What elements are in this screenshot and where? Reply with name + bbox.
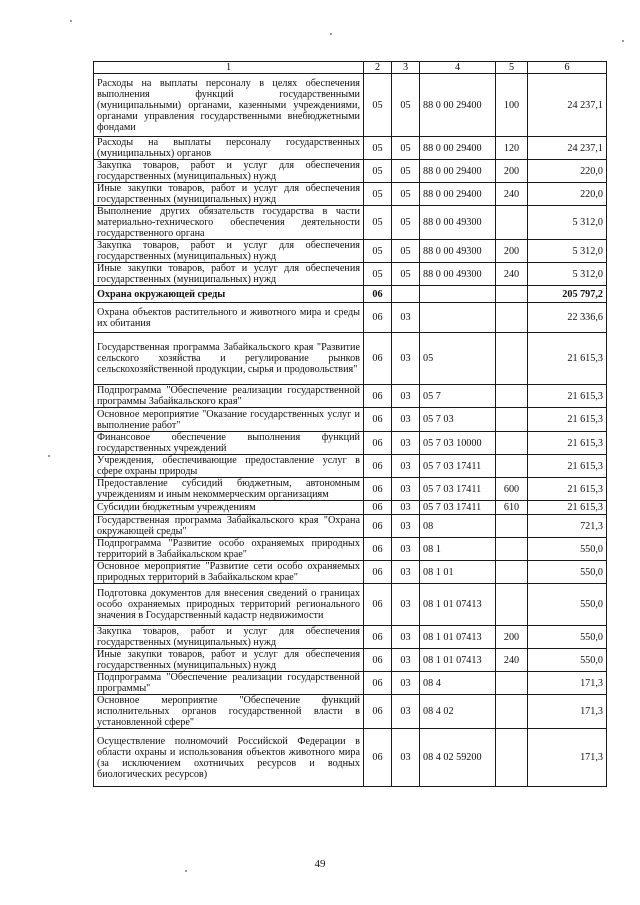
row-target-article: 05 7 03 17411 — [420, 478, 496, 501]
table-row — [94, 432, 607, 455]
row-section: 06 — [364, 303, 392, 333]
row-name: Финансовое обеспечение выполнения функций государственных учреждений — [94, 432, 364, 455]
row-name: Закупка товаров, работ и услуг для обеспечения государственных (муниципальных) нужд — [94, 626, 364, 649]
row-section: 06 — [364, 515, 392, 538]
row-subsection: 03 — [392, 695, 420, 729]
row-section: 06 — [364, 626, 392, 649]
row-section: 05 — [364, 160, 392, 183]
row-target-article: 88 0 00 29400 — [420, 74, 496, 137]
table-row — [94, 303, 607, 333]
row-expense-type: 600 — [496, 478, 528, 501]
row-subsection: 05 — [392, 240, 420, 263]
row-section: 06 — [364, 561, 392, 584]
row-subsection: 03 — [392, 538, 420, 561]
row-section: 06 — [364, 538, 392, 561]
row-target-article: 05 7 03 17411 — [420, 501, 496, 515]
row-subsection: 03 — [392, 432, 420, 455]
row-name: Охрана объектов растительного и животного мира и среды их обитания — [94, 303, 364, 333]
row-name: Иные закупки товаров, работ и услуг для обеспечения государственных (муниципальных) нужд — [94, 649, 364, 672]
row-target-article — [420, 286, 496, 303]
row-target-article: 08 1 — [420, 538, 496, 561]
row-expense-type: 200 — [496, 626, 528, 649]
row-name: Подпрограмма "Развитие особо охраняемых природных территорий в Забайкальском крае" — [94, 538, 364, 561]
row-subsection: 03 — [392, 408, 420, 432]
table-row — [94, 478, 607, 501]
row-amount: 21 615,3 — [528, 385, 607, 408]
row-expense-type: 120 — [496, 137, 528, 160]
row-target-article: 08 — [420, 515, 496, 538]
row-amount: 5 312,0 — [528, 206, 607, 240]
row-target-article: 88 0 00 49300 — [420, 263, 496, 286]
row-expense-type — [496, 303, 528, 333]
page-number: 49 — [314, 858, 326, 870]
row-amount: 5 312,0 — [528, 263, 607, 286]
row-amount: 21 615,3 — [528, 478, 607, 501]
row-section: 06 — [364, 501, 392, 515]
row-amount: 21 615,3 — [528, 501, 607, 515]
row-name: Иные закупки товаров, работ и услуг для обеспечения государственных (муниципальных) нужд — [94, 183, 364, 206]
row-subsection: 03 — [392, 501, 420, 515]
row-section: 05 — [364, 137, 392, 160]
row-target-article: 05 7 03 — [420, 408, 496, 432]
column-header: 6 — [528, 62, 607, 74]
row-target-article: 08 1 01 — [420, 561, 496, 584]
table-row — [94, 286, 607, 303]
table-row — [94, 515, 607, 538]
column-header: 5 — [496, 62, 528, 74]
row-amount: 171,3 — [528, 729, 607, 787]
table-row — [94, 538, 607, 561]
row-amount: 550,0 — [528, 626, 607, 649]
row-target-article: 88 0 00 29400 — [420, 183, 496, 206]
table-row — [94, 160, 607, 183]
table-row — [94, 626, 607, 649]
row-name: Государственная программа Забайкальского края "Охрана окружающей среды" — [94, 515, 364, 538]
row-subsection: 03 — [392, 584, 420, 626]
row-name: Подготовка документов для внесения сведений о границах особо охраняемых природных территорий регионального значения в Государственный кадастр недвижимости — [94, 584, 364, 626]
row-amount: 21 615,3 — [528, 408, 607, 432]
row-expense-type — [496, 515, 528, 538]
row-expense-type: 240 — [496, 649, 528, 672]
row-subsection: 03 — [392, 561, 420, 584]
row-amount: 550,0 — [528, 538, 607, 561]
row-amount: 171,3 — [528, 672, 607, 695]
row-expense-type: 200 — [496, 240, 528, 263]
row-amount: 21 615,3 — [528, 432, 607, 455]
table-row — [94, 729, 607, 787]
row-target-article: 08 1 01 07413 — [420, 626, 496, 649]
table-row — [94, 240, 607, 263]
row-expense-type: 240 — [496, 183, 528, 206]
row-subsection — [392, 286, 420, 303]
row-expense-type — [496, 672, 528, 695]
row-section: 06 — [364, 695, 392, 729]
row-target-article: 88 0 00 29400 — [420, 160, 496, 183]
row-name: Закупка товаров, работ и услуг для обеспечения государственных (муниципальных) нужд — [94, 240, 364, 263]
row-section: 05 — [364, 240, 392, 263]
row-section: 06 — [364, 478, 392, 501]
row-amount: 550,0 — [528, 561, 607, 584]
row-name: Государственная программа Забайкальского края "Развитие сельского хозяйства и регулирование рынков сельскохозяйственной продукции, сырья и продовольствия" — [94, 333, 364, 385]
row-target-article — [420, 303, 496, 333]
row-target-article: 05 7 — [420, 385, 496, 408]
row-name: Основное мероприятие "Развитие сети особо охраняемых природных территорий в Забайкальском крае" — [94, 561, 364, 584]
table-row — [94, 385, 607, 408]
row-target-article: 88 0 00 29400 — [420, 137, 496, 160]
table-row — [94, 137, 607, 160]
row-section: 06 — [364, 729, 392, 787]
row-section: 06 — [364, 286, 392, 303]
row-amount: 22 336,6 — [528, 303, 607, 333]
row-amount: 24 237,1 — [528, 137, 607, 160]
row-name: Подпрограмма "Обеспечение реализации государственной программы" — [94, 672, 364, 695]
row-expense-type — [496, 206, 528, 240]
row-expense-type — [496, 385, 528, 408]
row-subsection: 03 — [392, 333, 420, 385]
row-section: 05 — [364, 74, 392, 137]
table-row — [94, 649, 607, 672]
row-subsection: 03 — [392, 649, 420, 672]
scan-speck — [622, 40, 624, 42]
row-target-article: 88 0 00 49300 — [420, 206, 496, 240]
scan-speck — [185, 870, 187, 872]
table-row — [94, 695, 607, 729]
row-amount: 171,3 — [528, 695, 607, 729]
row-name: Основное мероприятие "Оказание государственных услуг и выполнение работ" — [94, 408, 364, 432]
row-expense-type — [496, 561, 528, 584]
table-row — [94, 584, 607, 626]
row-name: Иные закупки товаров, работ и услуг для обеспечения государственных (муниципальных) нужд — [94, 263, 364, 286]
row-subsection: 03 — [392, 729, 420, 787]
row-amount: 21 615,3 — [528, 333, 607, 385]
row-subsection: 05 — [392, 160, 420, 183]
row-subsection: 03 — [392, 626, 420, 649]
row-section: 06 — [364, 455, 392, 478]
table-row — [94, 501, 607, 515]
row-name: Охрана окружающей среды — [94, 286, 364, 303]
budget-table — [93, 61, 607, 787]
column-header: 1 — [94, 62, 364, 74]
row-expense-type — [496, 584, 528, 626]
budget-table-body — [94, 62, 607, 787]
row-target-article: 08 4 — [420, 672, 496, 695]
row-expense-type: 240 — [496, 263, 528, 286]
row-amount: 5 312,0 — [528, 240, 607, 263]
row-subsection: 03 — [392, 385, 420, 408]
row-target-article: 08 1 01 07413 — [420, 649, 496, 672]
row-subsection: 03 — [392, 303, 420, 333]
table-header-row — [94, 62, 607, 74]
table-row — [94, 183, 607, 206]
scan-speck — [70, 20, 72, 22]
row-amount: 550,0 — [528, 649, 607, 672]
row-amount: 220,0 — [528, 160, 607, 183]
row-section: 06 — [364, 672, 392, 695]
row-name: Основное мероприятие "Обеспечение функций исполнительных органов государственной власти в установленной сфере" — [94, 695, 364, 729]
row-name: Предоставление субсидий бюджетным, автономным учреждениям и иным некоммерческим организациям — [94, 478, 364, 501]
row-name: Выполнение других обязательств государства в части материально-технического обеспечения деятельности государственного органа — [94, 206, 364, 240]
row-name: Расходы на выплаты персоналу в целях обеспечения выполнения функций государственными (муниципальными) органами, казенными учреждениями, органами управления государственными внебюджетными фондами — [94, 74, 364, 137]
row-target-article: 05 7 03 17411 — [420, 455, 496, 478]
row-section: 05 — [364, 183, 392, 206]
row-expense-type — [496, 538, 528, 561]
row-subsection: 05 — [392, 263, 420, 286]
row-subsection: 05 — [392, 206, 420, 240]
row-amount: 721,3 — [528, 515, 607, 538]
row-target-article: 88 0 00 49300 — [420, 240, 496, 263]
row-section: 06 — [364, 584, 392, 626]
row-expense-type — [496, 729, 528, 787]
row-subsection: 03 — [392, 455, 420, 478]
row-name: Субсидии бюджетным учреждениям — [94, 501, 364, 515]
row-subsection: 05 — [392, 74, 420, 137]
row-target-article: 05 7 03 10000 — [420, 432, 496, 455]
row-amount: 205 797,2 — [528, 286, 607, 303]
row-target-article: 05 — [420, 333, 496, 385]
column-header: 4 — [420, 62, 496, 74]
row-target-article: 08 4 02 — [420, 695, 496, 729]
row-section: 06 — [364, 385, 392, 408]
row-subsection: 03 — [392, 515, 420, 538]
table-row — [94, 74, 607, 137]
row-amount: 220,0 — [528, 183, 607, 206]
table-row — [94, 408, 607, 432]
row-expense-type: 200 — [496, 160, 528, 183]
row-subsection: 03 — [392, 478, 420, 501]
table-row — [94, 672, 607, 695]
row-expense-type — [496, 333, 528, 385]
row-name: Расходы на выплаты персоналу государственных (муниципальных) органов — [94, 137, 364, 160]
row-expense-type — [496, 408, 528, 432]
row-subsection: 05 — [392, 137, 420, 160]
row-expense-type: 610 — [496, 501, 528, 515]
row-subsection: 03 — [392, 672, 420, 695]
table-row — [94, 561, 607, 584]
table-row — [94, 455, 607, 478]
row-amount: 550,0 — [528, 584, 607, 626]
table-row — [94, 263, 607, 286]
row-section: 06 — [364, 408, 392, 432]
row-section: 06 — [364, 649, 392, 672]
scan-speck — [48, 455, 50, 457]
row-section: 06 — [364, 333, 392, 385]
column-header: 2 — [364, 62, 392, 74]
row-amount: 21 615,3 — [528, 455, 607, 478]
row-expense-type — [496, 432, 528, 455]
row-expense-type — [496, 695, 528, 729]
row-expense-type — [496, 286, 528, 303]
row-section: 05 — [364, 263, 392, 286]
row-section: 06 — [364, 432, 392, 455]
row-expense-type: 100 — [496, 74, 528, 137]
row-target-article: 08 1 01 07413 — [420, 584, 496, 626]
row-name: Подпрограмма "Обеспечение реализации государственной программы Забайкальского края" — [94, 385, 364, 408]
table-row — [94, 333, 607, 385]
row-expense-type — [496, 455, 528, 478]
row-name: Закупка товаров, работ и услуг для обеспечения государственных (муниципальных) нужд — [94, 160, 364, 183]
row-section: 05 — [364, 206, 392, 240]
row-amount: 24 237,1 — [528, 74, 607, 137]
column-header: 3 — [392, 62, 420, 74]
row-name: Учреждения, обеспечивающие предоставление услуг в сфере охраны природы — [94, 455, 364, 478]
row-subsection: 05 — [392, 183, 420, 206]
scan-speck — [330, 33, 332, 35]
row-target-article: 08 4 02 59200 — [420, 729, 496, 787]
row-name: Осуществление полномочий Российской Федерации в области охраны и использования объектов животного мира (за исключением охотничьих ресурсов и водных биологических ресурсов) — [94, 729, 364, 787]
table-row — [94, 206, 607, 240]
